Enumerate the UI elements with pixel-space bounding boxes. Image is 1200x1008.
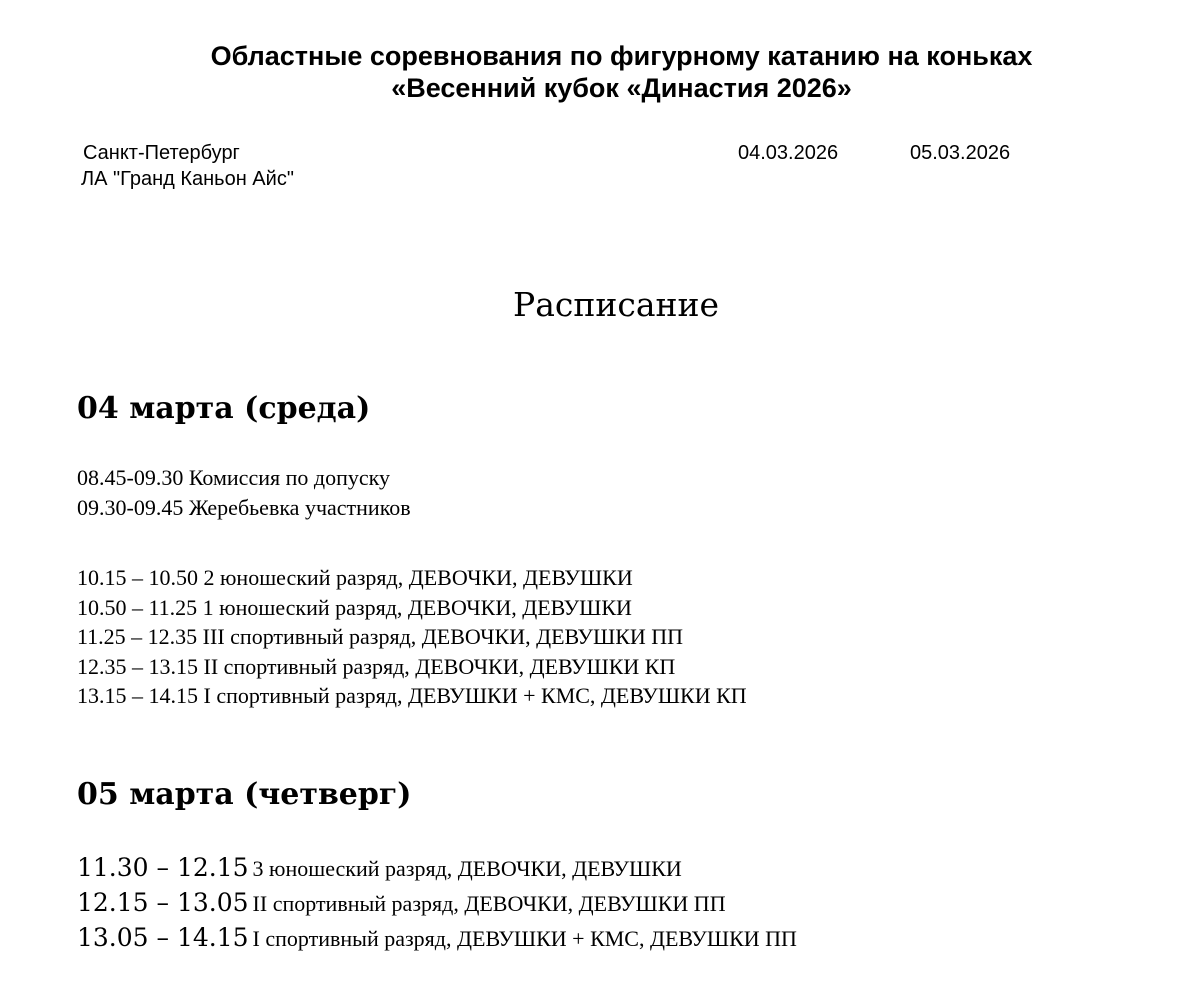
date-end: 05.03.2026 — [910, 142, 1011, 164]
day-1-event-item: 10.15 – 10.50 2 юношеский разряд, ДЕВОЧКИ, ДЕВУШКИ — [77, 565, 633, 590]
day-1-admin-item: 09.30-09.45 Жеребьевка участников — [77, 494, 411, 520]
event-time: 13.05 – 14.15 — [77, 923, 249, 952]
event-description: I спортивный разряд, ДЕВУШКИ + КМС, ДЕВУШКИ ПП — [252, 926, 797, 951]
schedule-title: Расписание — [512, 285, 720, 324]
day-1-heading: 04 марта (среда) — [77, 391, 371, 426]
event-description: II спортивный разряд, ДЕВОЧКИ, ДЕВУШКИ ПП — [252, 891, 726, 916]
day-2-event-item — [77, 885, 726, 924]
day-1-event-item: 12.35 – 13.15 II спортивный разряд, ДЕВОЧКИ, ДЕВУШКИ КП — [77, 653, 676, 679]
day-1-event-item: 13.15 – 14.15 I спортивный разряд, ДЕВУШКИ + КМС, ДЕВУШКИ КП — [77, 683, 747, 708]
day-2-event-item — [77, 850, 682, 889]
event-time: 11.30 – 12.15 — [77, 853, 249, 882]
day-2-heading: 05 марта (четверг) — [77, 777, 412, 812]
venue: ЛА "Гранд Каньон Айс" — [81, 168, 294, 190]
document-title-line-2: «Весенний кубок «Династия 2026» — [391, 73, 852, 103]
event-time: 12.15 – 13.05 — [77, 888, 249, 917]
day-1-event-item: 11.25 – 12.35 III спортивный разряд, ДЕВОЧКИ, ДЕВУШКИ ПП — [77, 624, 684, 649]
document-title-line-1: Областные соревнования по фигурному катанию на коньках — [210, 41, 1033, 71]
day-1-admin-item: 08.45-09.30 Комиссия по допуску — [77, 465, 390, 490]
day-1-event-item: 10.50 – 11.25 1 юношеский разряд, ДЕВОЧКИ, ДЕВУШКИ — [77, 594, 632, 620]
city: Санкт-Петербург — [83, 142, 240, 164]
event-description: 3 юношеский разряд, ДЕВОЧКИ, ДЕВУШКИ — [252, 856, 682, 881]
day-2-event-item — [77, 920, 797, 959]
date-start: 04.03.2026 — [738, 142, 839, 164]
